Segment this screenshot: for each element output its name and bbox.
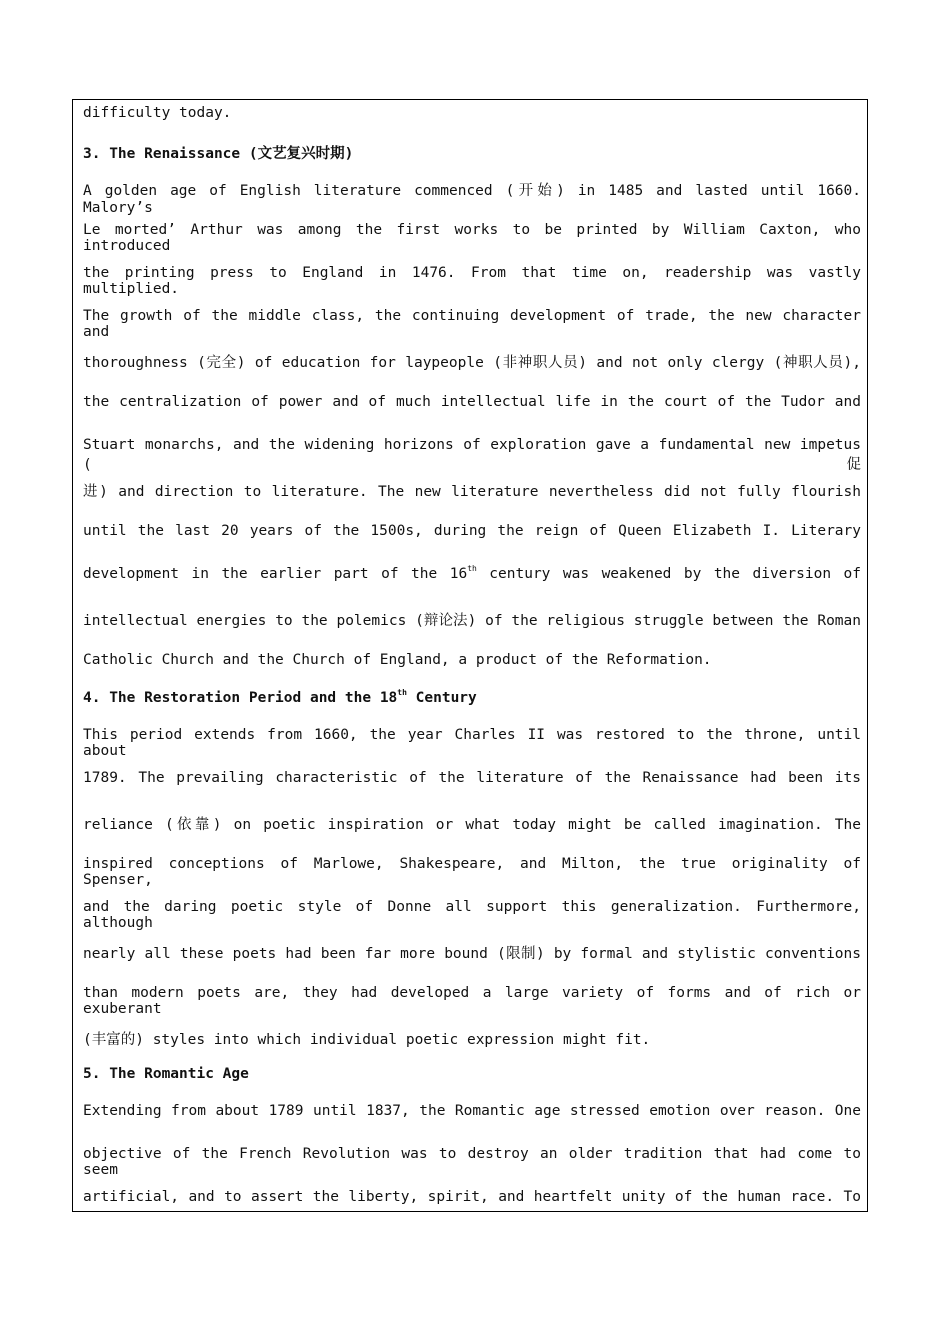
paragraph-line-16th-century: development in the earlier part of the 16th century was weakened by the diversion of — [83, 564, 861, 582]
paragraph-line: intellectual energies to the polemics (辩论法) of the religious struggle between the Roman — [83, 613, 861, 629]
paragraph-line: (丰富的) styles into which individual poetic expression might fit. — [83, 1032, 651, 1048]
section-heading-restoration: 4. The Restoration Period and the 18th Century — [83, 688, 477, 706]
paragraph-line: inspired conceptions of Marlowe, Shakespeare, and Milton, the true originality of Spenser, — [83, 856, 861, 888]
paragraph-line: than modern poets are, they had developed a large variety of forms and of rich or exuberant — [83, 985, 861, 1017]
section-heading-romantic: 5. The Romantic Age — [83, 1066, 249, 1082]
paragraph-line: the printing press to England in 1476. From that time on, readership was vastly multiplied. — [83, 265, 861, 297]
paragraph-line: Catholic Church and the Church of England, a product of the Reformation. — [83, 652, 712, 668]
paragraph-line: artificial, and to assert the liberty, spirit, and heartfelt unity of the human race. To — [83, 1189, 861, 1205]
paragraph-line: 1789. The prevailing characteristic of the literature of the Renaissance had been its — [83, 770, 861, 786]
paragraph-line: A golden age of English literature commenced (开始) in 1485 and lasted until 1660. Malory’s — [83, 183, 861, 216]
paragraph-line: until the last 20 years of the 1500s, during the reign of Queen Elizabeth I. Literary — [83, 523, 861, 539]
paragraph-line: The growth of the middle class, the continuing development of trade, the new character and — [83, 308, 861, 340]
paragraph-line: Stuart monarchs, and the widening horizons of exploration gave a fundamental new impetus (促 — [83, 437, 861, 473]
paragraph-line: This period extends from 1660, the year Charles II was restored to the throne, until about — [83, 727, 861, 759]
text-frame — [72, 99, 868, 1212]
paragraph-line: Extending from about 1789 until 1837, the Romantic age stressed emotion over reason. One — [83, 1103, 861, 1119]
paragraph-line: nearly all these poets had been far more bound (限制) by formal and stylistic conventions — [83, 946, 861, 962]
paragraph-line: Le morted’ Arthur was among the first works to be printed by William Caxton, who introduced — [83, 222, 861, 254]
paragraph-line: reliance (依靠) on poetic inspiration or what today might be called imagination. The — [83, 817, 861, 833]
top-fragment: difficulty today. — [83, 105, 232, 121]
paragraph-line: thoroughness (完全) of education for laypeople (非神职人员) and not only clergy (神职人员), — [83, 355, 861, 371]
paragraph-line: 进) and direction to literature. The new literature nevertheless did not fully flourish — [83, 484, 861, 500]
paragraph-line: and the daring poetic style of Donne all support this generalization. Furthermore, although — [83, 899, 861, 931]
paragraph-line: objective of the French Revolution was to destroy an older tradition that had come to seem — [83, 1146, 861, 1178]
paragraph-line: the centralization of power and of much intellectual life in the court of the Tudor and — [83, 394, 861, 410]
section-heading-renaissance: 3. The Renaissance (文艺复兴时期) — [83, 146, 354, 162]
